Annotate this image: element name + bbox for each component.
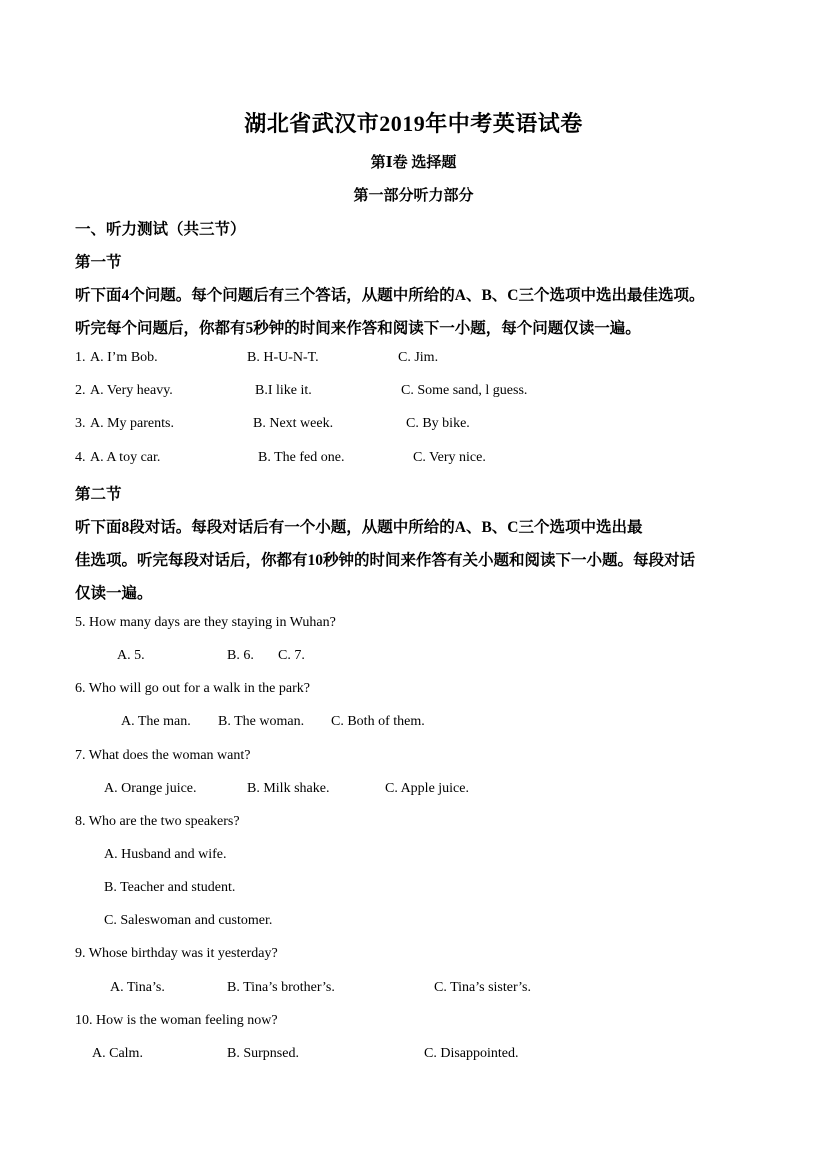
option-a: A. The man.	[121, 714, 191, 729]
option-c: C. Tina’s sister’s.	[434, 980, 531, 995]
option-c: C. Saleswoman and customer.	[104, 913, 273, 928]
option-c: C. 7.	[278, 648, 305, 663]
question-number: 1.	[75, 350, 86, 365]
option-b: B. Surpnsed.	[227, 1046, 299, 1061]
question-text: 5. How many days are they staying in Wuhan?	[75, 615, 336, 630]
option-c: C. Jim.	[398, 350, 439, 365]
option-a: A. Husband and wife.	[104, 847, 227, 862]
section2-heading: 第二节	[75, 486, 122, 503]
option-b: B. Tina’s brother’s.	[227, 980, 335, 995]
option-a: A. Very heavy.	[90, 383, 173, 398]
question-text: 7. What does the woman want?	[75, 748, 251, 763]
option-a: A. My parents.	[90, 416, 174, 431]
option-a: A. 5.	[117, 648, 145, 663]
option-b: B.I like it.	[255, 383, 312, 398]
section1-instruction-1: 听下面4个问题。每个问题后有三个答话，从题中所给的A、B、C三个选项中选出最佳选项。	[75, 287, 705, 304]
section1-heading: 第一节	[75, 254, 122, 271]
question-number: 3.	[75, 416, 86, 431]
option-a: A. A toy car.	[90, 450, 161, 465]
section1-instruction-2: 听完每个问题后，你都有5秒钟的时间来作答和阅读下一小题，每个问题仅读一遍。	[75, 320, 641, 337]
option-a: A. Tina’s.	[110, 980, 165, 995]
option-b: B. H-U-N-T.	[247, 350, 319, 365]
option-b: B. Next week.	[253, 416, 334, 431]
section-heading: 一、听力测试（共三节）	[75, 221, 246, 238]
option-b: B. Milk shake.	[247, 781, 330, 796]
option-a: A. Orange juice.	[104, 781, 197, 796]
section2-instruction-1: 听下面8段对话。每段对话后有一个小题，从题中所给的A、B、C三个选项中选出最	[75, 519, 643, 536]
question-text: 8. Who are the two speakers?	[75, 814, 240, 829]
option-b: B. The fed one.	[258, 450, 345, 465]
part-heading: 第一部分听力部分	[353, 188, 474, 204]
option-a: A. I’m Bob.	[90, 350, 158, 365]
question-number: 2.	[75, 383, 86, 398]
option-c: C. By bike.	[406, 416, 470, 431]
option-b: B. Teacher and student.	[104, 880, 236, 895]
option-b: B. The woman.	[218, 714, 305, 729]
section2-instruction-3: 仅读一遍。	[75, 585, 153, 602]
option-c: C. Some sand, l guess.	[401, 383, 528, 398]
option-c: C. Very nice.	[413, 450, 486, 465]
section2-instruction-2: 佳选项。听完每段对话后，你都有10秒钟的时间来作答有关小题和阅读下一小题。每段对话	[75, 552, 696, 569]
option-c: C. Disappointed.	[424, 1046, 519, 1061]
question-text: 10. How is the woman feeling now?	[75, 1013, 278, 1028]
option-c: C. Both of them.	[331, 714, 425, 729]
document-title: 湖北省武汉市2019年中考英语试卷	[244, 111, 583, 136]
volume-heading: 第Ⅰ卷 选择题	[370, 155, 457, 171]
question-number: 4.	[75, 450, 86, 465]
question-text: 9. Whose birthday was it yesterday?	[75, 946, 278, 961]
option-a: A. Calm.	[92, 1046, 143, 1061]
option-c: C. Apple juice.	[385, 781, 469, 796]
question-text: 6. Who will go out for a walk in the park?	[75, 681, 310, 696]
option-b: B. 6.	[227, 648, 254, 663]
